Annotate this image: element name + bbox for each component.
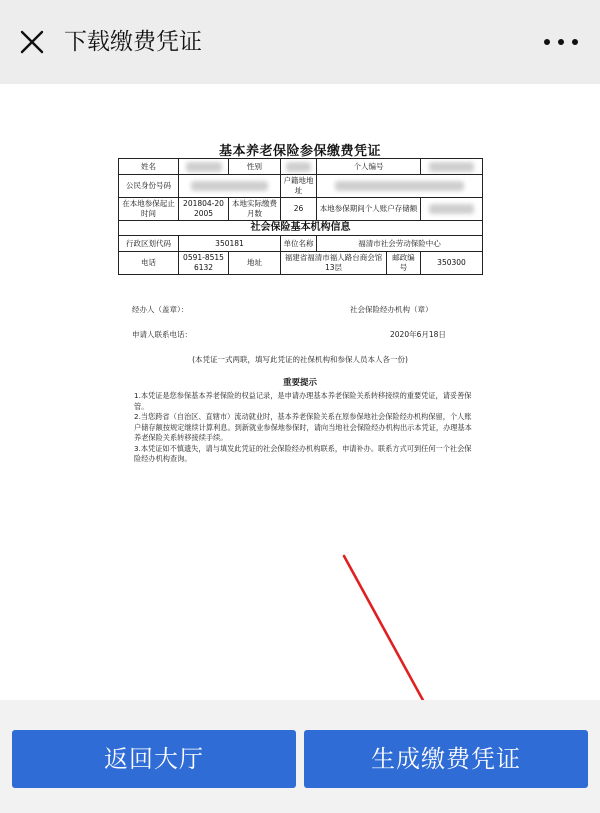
redacted-cell (281, 159, 317, 175)
table-cell: 地址 (229, 252, 281, 275)
table-row (119, 175, 483, 198)
handler-label: 经办人（盖章）： (132, 305, 189, 314)
agency-label: 社会保险经办机构（章） (350, 305, 433, 314)
title-bar (0, 0, 600, 84)
table-cell: 邮政编号 (387, 252, 421, 275)
table-row (119, 159, 483, 175)
close-icon[interactable] (16, 26, 48, 58)
table-row (119, 252, 483, 275)
redacted-cell (421, 159, 483, 175)
table-cell: 公民身份号码 (119, 175, 179, 198)
table-cell: 个人编号 (317, 159, 421, 175)
table-cell: 户籍地地址 (281, 175, 317, 198)
table-row (119, 198, 483, 221)
table-cell: 福建省福清市福人路台商会馆13层 (281, 252, 387, 275)
redacted-cell (317, 175, 483, 198)
table-cell: 本地参保期间个人账户存储额 (317, 198, 421, 221)
certificate-document (100, 118, 500, 498)
generate-certificate-button[interactable]: 生成缴费凭证 (304, 730, 588, 788)
issue-date: 2020年6月18日 (390, 330, 446, 339)
table-cell: 电话 (119, 252, 179, 275)
certificate-table (118, 158, 483, 275)
applicant-phone-label: 申请人联系电话： (132, 330, 192, 339)
tip-item: 3.本凭证如不慎遗失，请与填发此凭证的社会保险经办机构联系，申请补办。联系方式可到任何一个社会保险经办机构查询。 (134, 443, 472, 463)
table-cell: 350181 (179, 236, 281, 252)
table-cell: 福清市社会劳动保险中心 (317, 236, 483, 252)
table-cell: 行政区划代码 (119, 236, 179, 252)
more-icon[interactable] (544, 34, 578, 50)
page-title: 下载缴费凭证 (64, 29, 202, 55)
table-row (119, 236, 483, 252)
tips-list (134, 391, 474, 465)
tip-item: 2.当您跨省（自治区、直辖市）流动就业时，基本养老保险关系在原参保地社会保险经办机构保留，个人账户储存额按规定继续计算利息。到新就业参保地参保时，请向当地社会保险经办机构出示本凭证，办理基本养老保险关系转移接续手续。 (134, 412, 472, 442)
table-row (119, 221, 483, 236)
table-cell: 350300 (421, 252, 483, 275)
table-cell: 性别 (229, 159, 281, 175)
copy-note: (本凭证一式两联，填写此凭证的社保机构和参保人员本人各一份) (192, 355, 408, 364)
table-cell: 201804-202005 (179, 198, 229, 221)
section-title: 社会保险基本机构信息 (119, 221, 483, 236)
redacted-cell (421, 198, 483, 221)
redacted-cell (179, 175, 281, 198)
document-title: 基本养老保险参保缴费凭证 (218, 144, 381, 159)
tip-item: 1.本凭证是您参保基本养老保险的权益记录，是申请办理基本养老保险关系转移接续的重要凭证，请妥善保管。 (134, 391, 472, 411)
table-cell: 本地实际缴费月数 (229, 198, 281, 221)
button-bar (0, 700, 600, 813)
back-to-hall-button[interactable]: 返回大厅 (12, 730, 296, 788)
table-cell: 0591-85156132 (179, 252, 229, 275)
tips-title: 重要提示 (282, 378, 317, 388)
table-cell: 姓名 (119, 159, 179, 175)
table-cell: 单位名称 (281, 236, 317, 252)
table-cell: 在本地参保起止时间 (119, 198, 179, 221)
redacted-cell (179, 159, 229, 175)
table-cell: 26 (281, 198, 317, 221)
